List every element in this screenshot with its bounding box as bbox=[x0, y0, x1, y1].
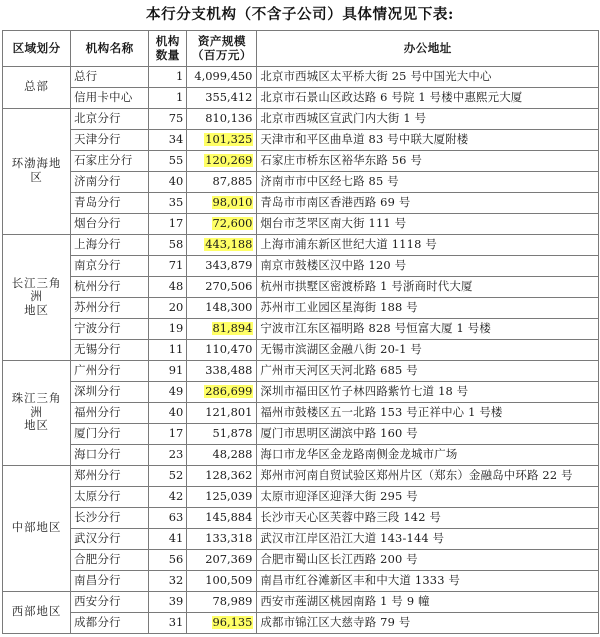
asset-value: 133,318 bbox=[205, 530, 253, 545]
column-header-region: 区域划分 bbox=[3, 30, 71, 66]
institution-name-cell: 福州分行 bbox=[71, 402, 149, 423]
table-row bbox=[3, 423, 599, 444]
office-address-cell: 济南市市中区经七路 85 号 bbox=[257, 171, 599, 192]
institution-name-cell: 北京分行 bbox=[71, 108, 149, 129]
table-row bbox=[3, 612, 599, 633]
asset-value: 51,878 bbox=[212, 425, 253, 440]
institution-name-cell: 合肥分行 bbox=[71, 549, 149, 570]
office-address-cell: 北京市西城区太平桥大街 25 号中国光大中心 bbox=[257, 66, 599, 87]
table-row bbox=[3, 381, 599, 402]
institution-name-cell: 总行 bbox=[71, 66, 149, 87]
table-row bbox=[3, 402, 599, 423]
institution-count-cell: 40 bbox=[149, 171, 187, 192]
asset-value: 207,369 bbox=[205, 551, 253, 566]
institution-count-cell: 20 bbox=[149, 297, 187, 318]
institution-count-cell: 48 bbox=[149, 276, 187, 297]
table-row bbox=[3, 234, 599, 255]
asset-scale-cell bbox=[187, 171, 257, 192]
institution-name-cell: 无锡分行 bbox=[71, 339, 149, 360]
region-cell bbox=[3, 108, 71, 234]
office-address-cell: 杭州市拱墅区密渡桥路 1 号浙商时代大厦 bbox=[257, 276, 599, 297]
institution-name-cell: 天津分行 bbox=[71, 129, 149, 150]
asset-value: 48,288 bbox=[212, 446, 253, 461]
region-cell bbox=[3, 360, 71, 465]
region-cell bbox=[3, 66, 71, 108]
institution-name-cell: 青岛分行 bbox=[71, 192, 149, 213]
asset-scale-cell bbox=[187, 381, 257, 402]
asset-scale-cell bbox=[187, 234, 257, 255]
institution-count-cell: 11 bbox=[149, 339, 187, 360]
asset-value: 128,362 bbox=[205, 467, 253, 482]
institution-count-cell: 49 bbox=[149, 381, 187, 402]
region-label-line: 西部地区 bbox=[11, 604, 62, 619]
table-row bbox=[3, 444, 599, 465]
asset-scale-cell bbox=[187, 465, 257, 486]
office-address-cell: 海口市龙华区金龙路南侧金龙城市广场 bbox=[257, 444, 599, 465]
institution-name-cell: 武汉分行 bbox=[71, 528, 149, 549]
asset-value: 4,099,450 bbox=[194, 68, 253, 83]
institution-count-cell: 23 bbox=[149, 444, 187, 465]
office-address-cell: 北京市西城区宣武门内大街 1 号 bbox=[257, 108, 599, 129]
table-row bbox=[3, 486, 599, 507]
asset-scale-cell bbox=[187, 87, 257, 108]
asset-scale-cell bbox=[187, 192, 257, 213]
table-row bbox=[3, 360, 599, 381]
asset-value: 87,885 bbox=[212, 173, 253, 188]
asset-value-highlighted: 443,188 bbox=[205, 236, 253, 251]
institution-count-cell: 39 bbox=[149, 591, 187, 612]
institution-name-cell: 信用卡中心 bbox=[71, 87, 149, 108]
asset-scale-cell bbox=[187, 150, 257, 171]
table-header bbox=[3, 30, 599, 66]
office-address-cell: 青岛市市南区香港西路 69 号 bbox=[257, 192, 599, 213]
column-header-assets-line2: （百万元） bbox=[191, 48, 252, 63]
office-address-cell: 太原市迎泽区迎泽大街 295 号 bbox=[257, 486, 599, 507]
asset-value-highlighted: 81,894 bbox=[212, 320, 253, 335]
office-address-cell: 无锡市滨湖区金融八街 20-1 号 bbox=[257, 339, 599, 360]
office-address-cell: 成都市锦江区大慈寺路 79 号 bbox=[257, 612, 599, 633]
table-row bbox=[3, 276, 599, 297]
column-header-address: 办公地址 bbox=[257, 30, 599, 66]
office-address-cell: 福州市鼓楼区五一北路 153 号正祥中心 1 号楼 bbox=[257, 402, 599, 423]
asset-scale-cell bbox=[187, 276, 257, 297]
institution-name-cell: 厦门分行 bbox=[71, 423, 149, 444]
column-header-name: 机构名称 bbox=[71, 30, 149, 66]
table-row bbox=[3, 297, 599, 318]
asset-value: 78,989 bbox=[212, 593, 253, 608]
region-label-line: 地区 bbox=[24, 302, 49, 317]
region-cell bbox=[3, 591, 71, 633]
institution-count-cell: 17 bbox=[149, 423, 187, 444]
office-address-cell: 深圳市福田区竹子林四路紫竹七道 18 号 bbox=[257, 381, 599, 402]
office-address-cell: 武汉市江岸区沿江大道 143-144 号 bbox=[257, 528, 599, 549]
institution-name-cell: 太原分行 bbox=[71, 486, 149, 507]
asset-value-highlighted: 98,010 bbox=[212, 194, 253, 209]
institution-count-cell: 52 bbox=[149, 465, 187, 486]
table-row bbox=[3, 339, 599, 360]
institution-name-cell: 郑州分行 bbox=[71, 465, 149, 486]
office-address-cell: 郑州市河南自贸试验区郑州片区（郑东）金融岛中环路 22 号 bbox=[257, 465, 599, 486]
office-address-cell: 广州市天河区天河北路 685 号 bbox=[257, 360, 599, 381]
institution-count-cell: 41 bbox=[149, 528, 187, 549]
table-row bbox=[3, 528, 599, 549]
asset-scale-cell bbox=[187, 129, 257, 150]
institution-name-cell: 上海分行 bbox=[71, 234, 149, 255]
table-row bbox=[3, 318, 599, 339]
asset-value-highlighted: 72,600 bbox=[212, 215, 253, 230]
region-label-line: 环渤海地区 bbox=[11, 156, 62, 185]
table-row bbox=[3, 465, 599, 486]
asset-value: 145,884 bbox=[205, 509, 253, 524]
table-row bbox=[3, 108, 599, 129]
asset-value-highlighted: 96,135 bbox=[212, 614, 253, 629]
asset-scale-cell bbox=[187, 423, 257, 444]
institution-name-cell: 南昌分行 bbox=[71, 570, 149, 591]
asset-scale-cell bbox=[187, 360, 257, 381]
office-address-cell: 天津市和平区曲阜道 83 号中联大厦附楼 bbox=[257, 129, 599, 150]
institution-name-cell: 石家庄分行 bbox=[71, 150, 149, 171]
institution-count-cell: 42 bbox=[149, 486, 187, 507]
institution-count-cell: 75 bbox=[149, 108, 187, 129]
office-address-cell: 上海市浦东新区世纪大道 1118 号 bbox=[257, 234, 599, 255]
asset-value: 338,488 bbox=[205, 362, 253, 377]
institution-name-cell: 烟台分行 bbox=[71, 213, 149, 234]
asset-scale-cell bbox=[187, 402, 257, 423]
institution-name-cell: 成都分行 bbox=[71, 612, 149, 633]
asset-value: 355,412 bbox=[205, 89, 253, 104]
asset-value-highlighted: 286,699 bbox=[205, 383, 253, 398]
asset-value: 343,879 bbox=[205, 257, 253, 272]
region-label-line: 珠江三角洲 bbox=[11, 391, 62, 419]
asset-value: 121,801 bbox=[205, 404, 253, 419]
table-header-row bbox=[3, 30, 599, 66]
institution-count-cell: 31 bbox=[149, 612, 187, 633]
asset-scale-cell bbox=[187, 213, 257, 234]
region-label-line: 长江三角洲 bbox=[11, 275, 62, 304]
asset-scale-cell bbox=[187, 318, 257, 339]
asset-scale-cell bbox=[187, 444, 257, 465]
institution-count-cell: 71 bbox=[149, 255, 187, 276]
table-row bbox=[3, 150, 599, 171]
table-row bbox=[3, 192, 599, 213]
institution-count-cell: 17 bbox=[149, 213, 187, 234]
asset-value: 100,509 bbox=[205, 572, 253, 587]
branch-table bbox=[2, 30, 599, 634]
institution-name-cell: 海口分行 bbox=[71, 444, 149, 465]
institution-count-cell: 63 bbox=[149, 507, 187, 528]
column-header-count bbox=[149, 30, 187, 66]
institution-name-cell: 深圳分行 bbox=[71, 381, 149, 402]
asset-value: 270,506 bbox=[205, 278, 253, 293]
institution-count-cell: 34 bbox=[149, 129, 187, 150]
office-address-cell: 烟台市芝罘区南大街 111 号 bbox=[257, 213, 599, 234]
column-header-count-line2: 数量 bbox=[155, 48, 180, 63]
table-row bbox=[3, 570, 599, 591]
asset-scale-cell bbox=[187, 255, 257, 276]
institution-name-cell: 苏州分行 bbox=[71, 297, 149, 318]
asset-scale-cell bbox=[187, 339, 257, 360]
institution-name-cell: 宁波分行 bbox=[71, 318, 149, 339]
table-row bbox=[3, 507, 599, 528]
institution-count-cell: 35 bbox=[149, 192, 187, 213]
institution-count-cell: 55 bbox=[149, 150, 187, 171]
office-address-cell: 合肥市蜀山区长江西路 200 号 bbox=[257, 549, 599, 570]
institution-count-cell: 40 bbox=[149, 402, 187, 423]
asset-value: 810,136 bbox=[205, 110, 253, 125]
table-row bbox=[3, 66, 599, 87]
table-row bbox=[3, 213, 599, 234]
column-header-assets bbox=[187, 30, 257, 66]
institution-name-cell: 广州分行 bbox=[71, 360, 149, 381]
office-address-cell: 厦门市思明区湖滨中路 160 号 bbox=[257, 423, 599, 444]
asset-scale-cell bbox=[187, 591, 257, 612]
table-body bbox=[3, 66, 599, 633]
asset-value: 110,470 bbox=[205, 341, 253, 356]
asset-scale-cell bbox=[187, 570, 257, 591]
office-address-cell: 宁波市江东区福明路 828 号恒富大厦 1 号楼 bbox=[257, 318, 599, 339]
page-title: 本行分支机构（不含子公司）具体情况见下表: bbox=[146, 6, 454, 23]
column-header-assets-line1: 资产规模 bbox=[197, 33, 246, 48]
institution-name-cell: 济南分行 bbox=[71, 171, 149, 192]
table-row bbox=[3, 591, 599, 612]
table-row bbox=[3, 171, 599, 192]
office-address-cell: 长沙市天心区芙蓉中路三段 142 号 bbox=[257, 507, 599, 528]
office-address-cell: 南昌市红谷滩新区丰和中大道 1333 号 bbox=[257, 570, 599, 591]
institution-count-cell: 91 bbox=[149, 360, 187, 381]
institution-count-cell: 58 bbox=[149, 234, 187, 255]
table-row bbox=[3, 549, 599, 570]
office-address-cell: 南京市鼓楼区汉中路 120 号 bbox=[257, 255, 599, 276]
asset-scale-cell bbox=[187, 108, 257, 129]
office-address-cell: 北京市石景山区政达路 6 号院 1 号楼中惠熙元大厦 bbox=[257, 87, 599, 108]
institution-name-cell: 长沙分行 bbox=[71, 507, 149, 528]
office-address-cell: 苏州市工业园区星海街 188 号 bbox=[257, 297, 599, 318]
region-cell bbox=[3, 234, 71, 360]
institution-name-cell: 南京分行 bbox=[71, 255, 149, 276]
office-address-cell: 石家庄市桥东区裕华东路 56 号 bbox=[257, 150, 599, 171]
region-label-line: 中部地区 bbox=[11, 520, 62, 535]
asset-value-highlighted: 120,269 bbox=[205, 152, 253, 167]
asset-value: 148,300 bbox=[205, 299, 253, 314]
table-row bbox=[3, 129, 599, 150]
institution-count-cell: 19 bbox=[149, 318, 187, 339]
institution-name-cell: 西安分行 bbox=[71, 591, 149, 612]
table-row bbox=[3, 87, 599, 108]
table-row bbox=[3, 255, 599, 276]
asset-scale-cell bbox=[187, 66, 257, 87]
region-label-line: 地区 bbox=[24, 418, 49, 433]
asset-scale-cell bbox=[187, 549, 257, 570]
institution-count-cell: 32 bbox=[149, 570, 187, 591]
asset-value: 125,039 bbox=[205, 488, 253, 503]
asset-scale-cell bbox=[187, 297, 257, 318]
region-cell bbox=[3, 465, 71, 591]
institution-count-cell: 56 bbox=[149, 549, 187, 570]
institution-count-cell: 1 bbox=[149, 87, 187, 108]
asset-scale-cell bbox=[187, 612, 257, 633]
office-address-cell: 西安市莲湖区桃园南路 1 号 9 幢 bbox=[257, 591, 599, 612]
region-label-line: 总部 bbox=[24, 79, 49, 94]
asset-scale-cell bbox=[187, 528, 257, 549]
institution-name-cell: 杭州分行 bbox=[71, 276, 149, 297]
asset-value-highlighted: 101,325 bbox=[205, 131, 253, 146]
institution-count-cell: 1 bbox=[149, 66, 187, 87]
asset-scale-cell bbox=[187, 507, 257, 528]
asset-scale-cell bbox=[187, 486, 257, 507]
column-header-count-line1: 机构 bbox=[155, 33, 180, 48]
